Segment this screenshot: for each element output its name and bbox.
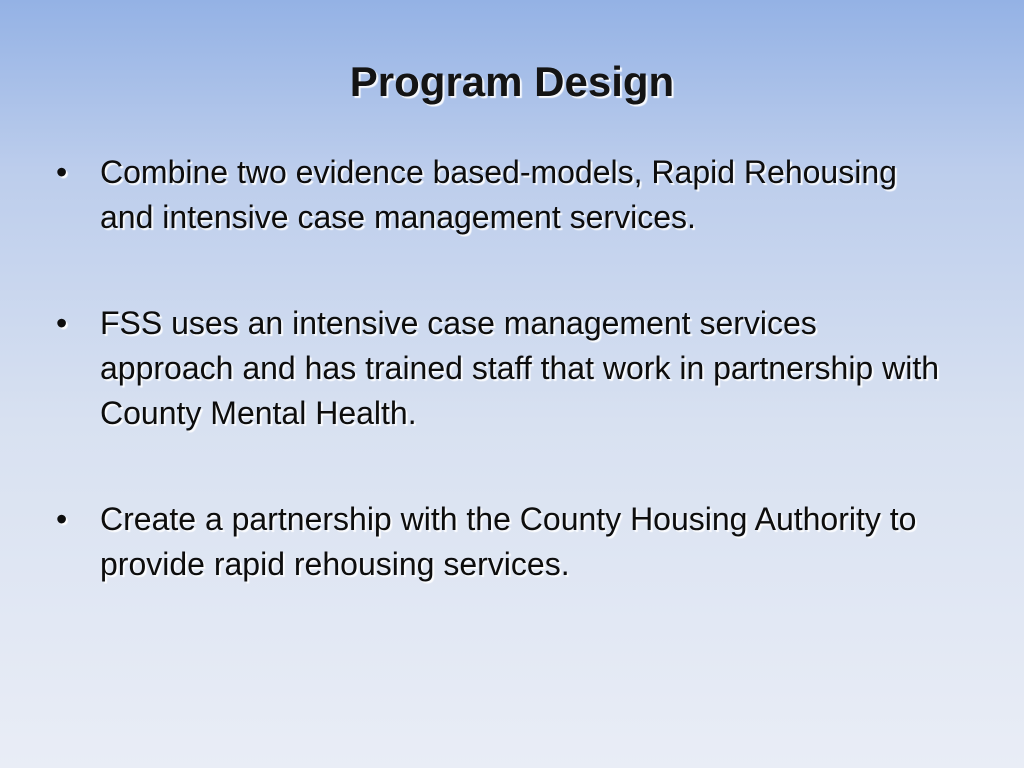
bullet-text: FSS uses an intensive case management services approach and has trained staff that work in partnership with County Mental Health.	[100, 305, 940, 431]
bullet-icon: •	[56, 305, 68, 341]
bullet-icon: •	[56, 154, 68, 190]
bullet-text: Create a partnership with the County Housing Authority to provide rapid rehousing services.	[100, 501, 917, 582]
slide-title: Program Design	[349, 58, 675, 105]
bullet-item	[56, 301, 956, 436]
bullet-item	[56, 150, 956, 240]
bullet-list	[56, 150, 956, 587]
bullet-text: Combine two evidence based-models, Rapid Rehousing and intensive case management services.	[100, 154, 897, 235]
bullet-item	[56, 497, 956, 587]
bullet-icon: •	[56, 501, 68, 537]
